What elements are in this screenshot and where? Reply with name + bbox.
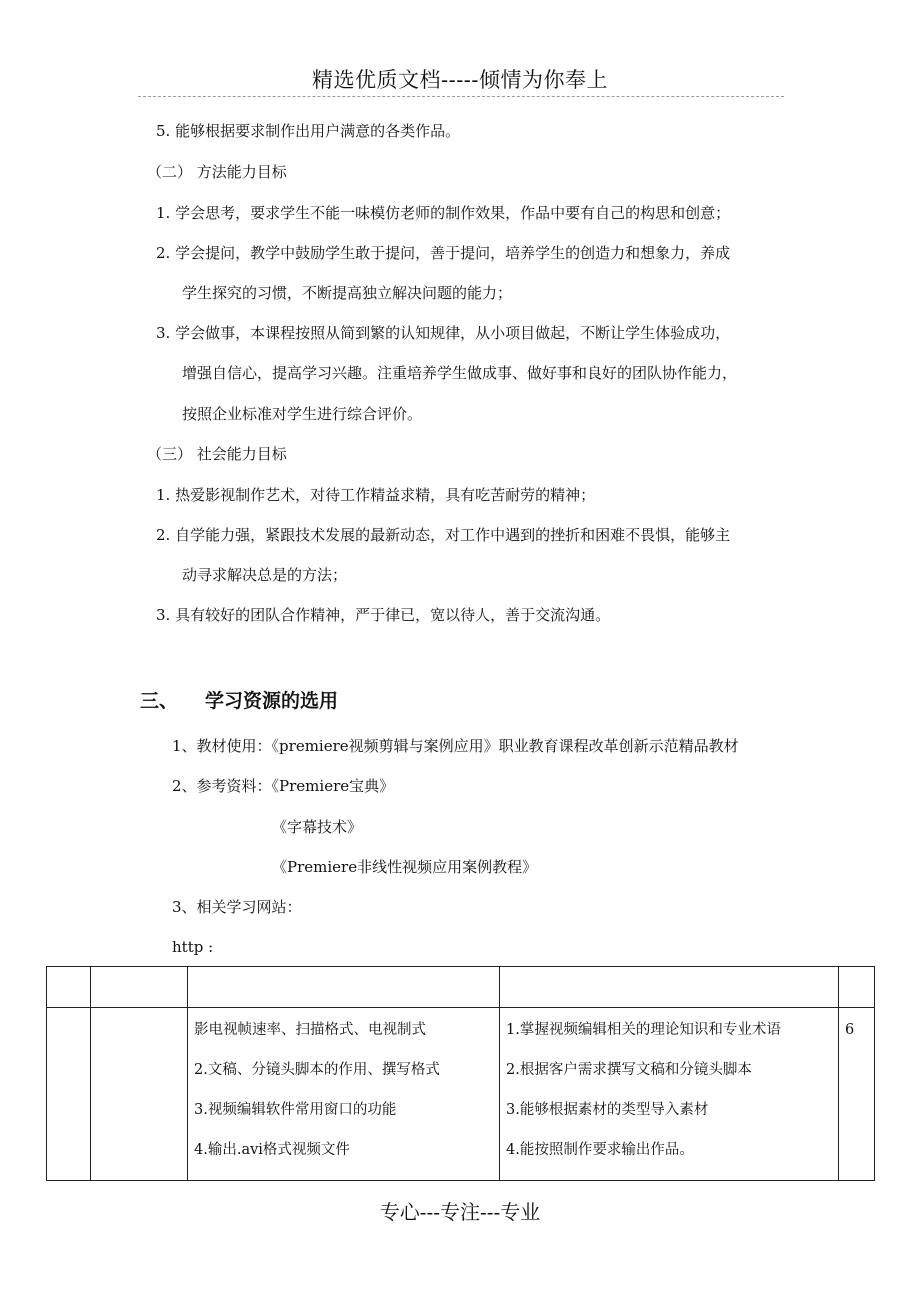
skills-cell: [500, 1008, 839, 1181]
reference-item-2: 《字幕技术》: [272, 818, 363, 836]
knowledge-point-4: 4.输出.avi格式视频文件: [194, 1142, 350, 1158]
method-goal-item-3-line-2: 增强自信心，提高学习兴趣。注重培养学生做成事、做好事和良好的团队协作能力，: [182, 364, 738, 382]
website-url: http :: [172, 938, 214, 956]
method-goal-item-1: 1. 学会思考，要求学生不能一味模仿老师的制作效果，作品中要有自己的构思和创意；: [156, 204, 731, 222]
skill-point-1: 1.掌握视频编辑相关的理论知识和专业术语: [506, 1022, 781, 1038]
social-goals-heading: （三） 社会能力目标: [147, 445, 287, 463]
method-goal-item-2-line-2: 学生探究的习惯，不断提高独立解决问题的能力；: [182, 284, 513, 302]
method-goal-item-2-line-1: 2. 学会提问，教学中鼓励学生敢于提问，善于提问，培养学生的创造力和想象力，养成: [156, 244, 731, 262]
table-cell: [47, 1008, 91, 1181]
knowledge-goal-item-5: 5. 能够根据要求制作出用户满意的各类作品。: [156, 122, 461, 140]
section-number: 三、: [140, 690, 179, 712]
table-row: [47, 1008, 875, 1181]
table-cell: [47, 967, 91, 1008]
header-divider: [138, 96, 784, 97]
social-goal-item-2-line-1: 2. 自学能力强，紧跟技术发展的最新动态，对工作中遇到的挫折和困难不畏惧，能够主: [156, 526, 731, 544]
table-cell: [500, 967, 839, 1008]
table-header-row: [47, 967, 875, 1008]
table-cell: [188, 967, 500, 1008]
method-goal-item-3-line-3: 按照企业标准对学生进行综合评价。: [182, 405, 423, 423]
method-goal-item-3-line-1: 3. 学会做事，本课程按照从简到繁的认知规律，从小项目做起，不断让学生体验成功，: [156, 324, 731, 342]
section-title: 学习资源的选用: [205, 690, 339, 712]
page-header-title: 精选优质文档-----倾情为你奉上: [312, 68, 608, 92]
websites-label: 3、相关学习网站：: [172, 898, 302, 916]
course-content-table: [46, 966, 875, 1181]
social-goal-item-3: 3. 具有较好的团队合作精神，严于律已，宽以待人，善于交流沟通。: [156, 606, 611, 624]
skill-point-2: 2.根据客户需求撰写文稿和分镜头脚本: [506, 1062, 752, 1078]
table-cell: [839, 967, 875, 1008]
reference-item-3: 《Premiere非线性视频应用案例教程》: [272, 858, 538, 876]
skill-point-4: 4.能按照制作要求输出作品。: [506, 1142, 694, 1158]
knowledge-point-3: 3.视频编辑软件常用窗口的功能: [194, 1102, 397, 1118]
textbook-line: 1、教材使用：《premiere视频剪辑与案例应用》职业教育课程改革创新示范精品教材: [172, 737, 739, 755]
knowledge-point-1: 影电视帧速率、扫描格式、电视制式: [194, 1022, 426, 1038]
hours-cell: 6: [839, 1008, 875, 1181]
references-label: 2、参考资料：《Premiere宝典》: [172, 777, 395, 795]
skill-point-3: 3.能够根据素材的类型导入素材: [506, 1102, 709, 1118]
social-goal-item-2-line-2: 动寻求解决总是的方法；: [182, 566, 348, 584]
method-goals-heading: （二） 方法能力目标: [147, 163, 287, 181]
knowledge-cell: [188, 1008, 500, 1181]
table-cell: [91, 1008, 188, 1181]
table-cell: [91, 967, 188, 1008]
knowledge-point-2: 2.文稿、分镜头脚本的作用、撰写格式: [194, 1062, 440, 1078]
page-footer: 专心---专注---专业: [379, 1200, 541, 1224]
social-goal-item-1: 1. 热爱影视制作艺术，对待工作精益求精，具有吃苦耐劳的精神；: [156, 486, 596, 504]
